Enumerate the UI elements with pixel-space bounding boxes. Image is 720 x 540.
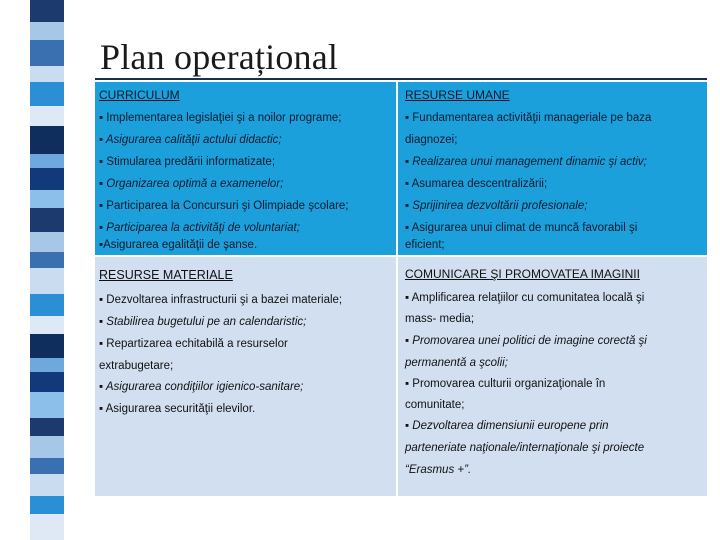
resurse-umane-line: ▪ Asigurarea unui climat de muncă favorabil şi xyxy=(405,222,638,234)
comunicare-line: parteneriate naţionale/internaţionale şi proiecte xyxy=(405,442,645,454)
resurse-materiale-line: ▪ Asigurarea securităţii elevilor. xyxy=(99,403,256,415)
curriculum-line: ▪ Stimularea predării informatizate; xyxy=(99,156,276,168)
stripe-block xyxy=(30,106,64,126)
stripe-block xyxy=(30,458,64,474)
comunicare-panel xyxy=(397,256,707,496)
resurse-materiale-line: extrabugetare; xyxy=(99,360,174,372)
stripe-block xyxy=(30,514,64,540)
comunicare-line: comunitate; xyxy=(405,399,465,411)
stripe-block xyxy=(30,208,64,232)
curriculum-line: ▪ Implementarea legislaţiei şi a noilor programe; xyxy=(99,112,342,124)
page-title: Plan operațional xyxy=(100,37,339,77)
curriculum-panel xyxy=(95,82,397,256)
stripe-block xyxy=(30,190,64,208)
resurse-materiale-panel xyxy=(95,256,397,496)
stripe-block xyxy=(30,418,64,436)
resurse-umane-line: eficient; xyxy=(405,239,445,251)
resurse-materiale-header: RESURSE MATERIALE xyxy=(99,268,233,282)
stripe-block xyxy=(30,372,64,392)
stripe-block xyxy=(30,294,64,316)
stripe-block xyxy=(30,392,64,418)
resurse-umane-line: ▪ Realizarea unui management dinamic şi activ; xyxy=(405,156,647,168)
stripe-block xyxy=(30,232,64,252)
comunicare-line: ▪ Amplificarea relaţiilor cu comunitatea locală şi xyxy=(405,292,645,304)
stripe-block xyxy=(30,268,64,294)
stripe-block xyxy=(30,126,64,154)
comunicare-line: ▪ Dezvoltarea dimensiunii europene prin xyxy=(405,420,609,432)
curriculum-header: CURRICULUM xyxy=(99,88,180,102)
resurse-umane-header: RESURSE UMANE xyxy=(405,88,510,102)
stripe-block xyxy=(30,358,64,372)
comunicare-line: permanentă a şcolii; xyxy=(405,357,508,369)
stripe-block xyxy=(30,66,64,82)
curriculum-line: ▪ Participarea la Concursuri şi Olimpiade şcolare; xyxy=(99,200,349,212)
comunicare-header: COMUNICARE ŞI PROMOVATEA IMAGINII xyxy=(405,267,640,281)
stripe-block xyxy=(30,0,64,22)
comunicare-line: “Erasmus +”. xyxy=(405,464,472,476)
stripe-block xyxy=(30,154,64,168)
comunicare-line: ▪ Promovarea culturii organizaţionale în xyxy=(405,378,606,390)
stripe-block xyxy=(30,252,64,268)
curriculum-line: ▪ Organizarea optimă a examenelor; xyxy=(99,178,284,190)
curriculum-line: ▪ Participarea la activităţi de voluntariat; xyxy=(99,222,300,234)
resurse-umane-line: ▪ Asumarea descentralizării; xyxy=(405,178,548,190)
resurse-umane-line: diagnozei; xyxy=(405,134,458,146)
stripe-block xyxy=(30,22,64,40)
resurse-materiale-line: ▪ Asigurarea condiţiilor igienico-sanitare; xyxy=(99,381,304,393)
resurse-materiale-line: ▪ Stabilirea bugetului pe an calendaristic; xyxy=(99,316,307,328)
horizontal-divider xyxy=(95,255,707,257)
stripe-block xyxy=(30,168,64,190)
resurse-umane-line: ▪ Sprijinirea dezvoltării profesionale; xyxy=(405,200,588,212)
curriculum-line: ▪ Asigurarea calităţii actului didactic; xyxy=(99,134,282,146)
comunicare-line: mass- media; xyxy=(405,313,475,325)
stripe-block xyxy=(30,474,64,496)
stripe-block xyxy=(30,334,64,358)
vertical-divider xyxy=(396,82,398,496)
resurse-materiale-line: ▪ Repartizarea echitabilă a resurselor xyxy=(99,338,288,350)
resurse-umane-panel xyxy=(397,82,707,256)
resurse-materiale-line: ▪ Dezvoltarea infrastructurii şi a bazei materiale; xyxy=(99,294,343,306)
stripe-block xyxy=(30,40,64,66)
curriculum-line: ▪Asigurarea egalităţii de şanse. xyxy=(99,239,258,251)
title-underline xyxy=(95,78,707,80)
stripe-block xyxy=(30,316,64,334)
decorative-stripe xyxy=(30,0,64,540)
stripe-block xyxy=(30,496,64,514)
stripe-block xyxy=(30,82,64,106)
stripe-block xyxy=(30,436,64,458)
comunicare-line: ▪ Promovarea unei politici de imagine corectă şi xyxy=(405,335,647,347)
resurse-umane-line: ▪ Fundamentarea activităţii manageriale pe baza xyxy=(405,112,652,124)
